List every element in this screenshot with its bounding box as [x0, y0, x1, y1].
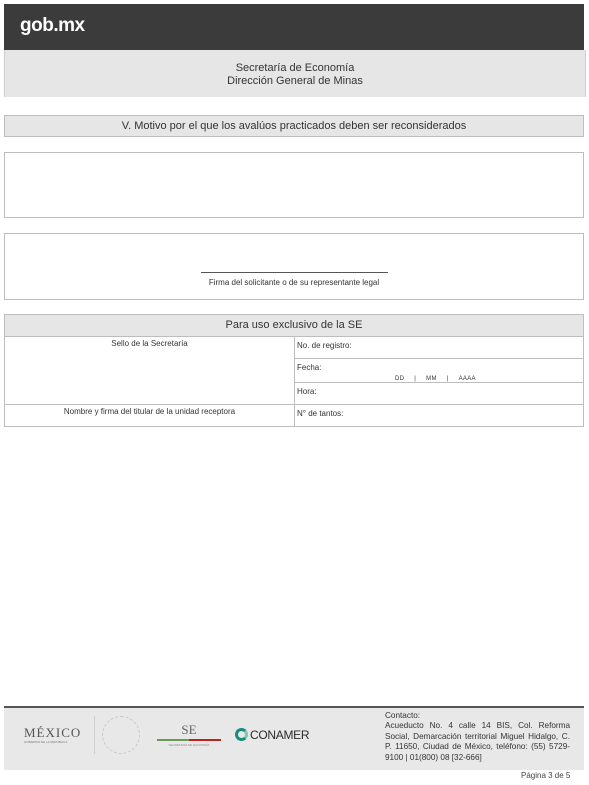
signature-label: Firma del solicitante o de su representante legal [208, 278, 380, 287]
directorate-name: Dirección General de Minas [227, 75, 363, 87]
gobmx-logo[interactable]: gob.mx [20, 15, 85, 36]
page-number: Página 3 de 5 [521, 771, 571, 780]
copies-cell[interactable] [295, 405, 584, 427]
date-mm: MM [426, 376, 437, 382]
date-format [297, 376, 583, 382]
department-name: Secretaría de Economía [235, 62, 355, 74]
copies-label: N° de tantos: [297, 409, 344, 418]
signature-box [4, 233, 584, 300]
date-dd: DD [395, 376, 405, 382]
reason-text-area[interactable] [4, 152, 584, 218]
date-separator: | [446, 376, 449, 382]
logo-divider [94, 716, 95, 754]
date-cell[interactable] [295, 359, 584, 383]
registry-cell[interactable] [295, 337, 584, 359]
contact-text: Acueducto No. 4 calle 14 BIS, Col. Reforma Social, Demarcación territorial Miguel Hidalgo, C. P. 11650, Ciudad de México, teléfono: (55) 5729-9100 | 01(800) 08 [32-666] [385, 721, 570, 762]
time-label: Hora: [297, 387, 317, 396]
mexico-logo-subtitle: GOBIERNO DE LA REPÚBLICA [24, 740, 68, 744]
footer [4, 708, 584, 770]
se-exclusive-table [4, 314, 584, 427]
se-logo-bar [157, 739, 221, 741]
se-table-title: Para uso exclusivo de la SE [5, 315, 584, 337]
date-separator: | [414, 376, 417, 382]
se-logo-text: SE [181, 722, 197, 737]
date-label: Fecha: [297, 363, 322, 372]
signature-line [201, 272, 388, 273]
seal-label: Sello de la Secretaría [111, 339, 188, 348]
conamer-icon [235, 728, 248, 741]
date-yyyy: AAAA [458, 376, 476, 382]
section-title: V. Motivo por el que los avalúos practicados deben ser reconsiderados [4, 115, 584, 137]
department-header [4, 50, 586, 97]
receiver-label: Nombre y firma del titular de la unidad receptora [63, 407, 236, 416]
mexico-logo: MÉXICO [24, 725, 82, 740]
registry-label: No. de registro: [297, 341, 352, 350]
receiver-cell [5, 405, 295, 427]
se-logo [157, 722, 221, 747]
top-bar [4, 4, 584, 50]
seal-cell [5, 337, 295, 405]
se-logo-subtitle: SECRETARÍA DE ECONOMÍA [168, 743, 210, 747]
time-cell[interactable] [295, 383, 584, 405]
contact-title: Contacto: [385, 711, 421, 720]
contact-info [385, 711, 570, 763]
conamer-logo-text: CONAMER [250, 728, 310, 742]
national-seal-icon [102, 716, 140, 754]
